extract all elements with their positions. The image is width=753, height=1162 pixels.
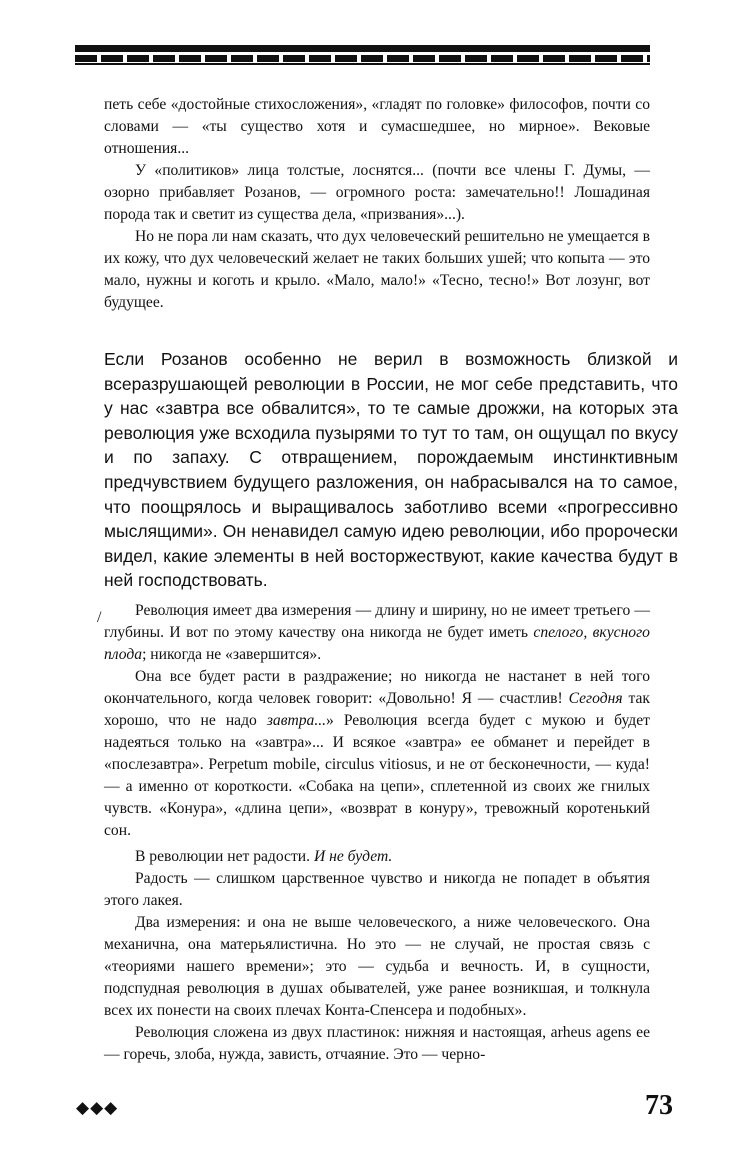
margin-mark: / (97, 609, 102, 626)
main-text-block (104, 347, 678, 593)
quote2-paragraph-1: Революция имеет два измерения — длину и ширину, но не имеет третьего — глубины. И вот по этому качеству она никогда не будет иметь спелого, вкусного плода; никогда не «завершится». (104, 602, 650, 663)
main-paragraph: Если Розанов особенно не верил в возможность близкой и всеразрушающей революции в России, не мог себе представить, что у нас «завтра все обвалится», то те самые дрожжи, на которых эта революция уже всходила пузырями то тут то там, он ощущал по вкусу и по запаху. С отвращением, порождаемым инстинктивным предчувствием будущего разложения, он набрасывался на то самое, что поощрялось и выращивалось заботливо всеми «прогрессивно мыслящими». Он ненавидел самую идею революции, ибо пророчески видел, какие элементы в ней восторжествуют, какие качества будут в ней господствовать. (104, 349, 678, 591)
footer-ornament-icon: ◆◆◆ (76, 1098, 119, 1118)
header-rule (75, 45, 650, 63)
quote1-paragraph-2: У «политиков» лица толстые, лоснятся... (почти все члены Г. Думы, — озорно прибавляет Розанов, — огромного роста: замечательно!! Лошадиная порода так и светит из существа дела, «призвания»...). (104, 162, 650, 223)
quote2-paragraph-6: Революция сложена из двух пластинок: нижняя и настоящая, arheus agens ее — горечь, злоба, нужда, зависть, отчаяние. Это — черно- (104, 1024, 650, 1063)
quotation-block-1 (104, 94, 650, 314)
quote2-paragraph-3: В революции нет радости. И не будет. (135, 848, 393, 865)
quote2-paragraph-5: Два измерения: и она не выше человеческого, а ниже человеческого. Она механична, она матерьялистична. Но это — не случай, не простая связь с «теориями нашего времени»; это — судьба и вечность. И, в сущности, подспудная революция в душах обывателей, уже ранее возникшая, и толкнула всех их понести на своих плечах Конта-Спенсера и подобных». (104, 914, 650, 1019)
quote2-paragraph-4: Радость — слишком царственное чувство и никогда не попадет в объятия этого лакея. (104, 870, 650, 909)
quote1-paragraph-3: Но не пора ли нам сказать, что дух человеческий решительно не умещается в их кожу, что дух человеческий желает не таких больших ушей; что копыта — это мало, нужны и коготь и крыло. «Мало, мало!» «Тесно, тесно!» Вот лозунг, вот будущее. (104, 228, 650, 311)
quote2-paragraph-2: Она все будет расти в раздражение; но никогда не настанет в ней того окончательного, когда человек говорит: «Довольно! Я — счастлив! Сегодня так хорошо, что не надо завтра...» Революция всегда будет с мукою и будет надеяться только на «завтра»... И всякое «завтра» ее обманет и перейдет в «послезавтра». Perpetum mobile, circulus vitiosus, и не от бесконечности, — куда! — а именно от короткости. «Собака на цепи», сплетенной из своих же гнилых чувств. «Конура», «длина цепи», «возврат в конуру», тревожный коротенький сон. (104, 668, 650, 839)
page-number: 73 (645, 1090, 673, 1121)
quotation-block-2 (104, 600, 650, 1066)
quote1-paragraph-1: петь себе «достойные стихосложения», «гладят по головке» философов, почти со словами — «ты существо хотя и сумасшедшее, но мирное». Вековые отношения... (104, 96, 650, 157)
